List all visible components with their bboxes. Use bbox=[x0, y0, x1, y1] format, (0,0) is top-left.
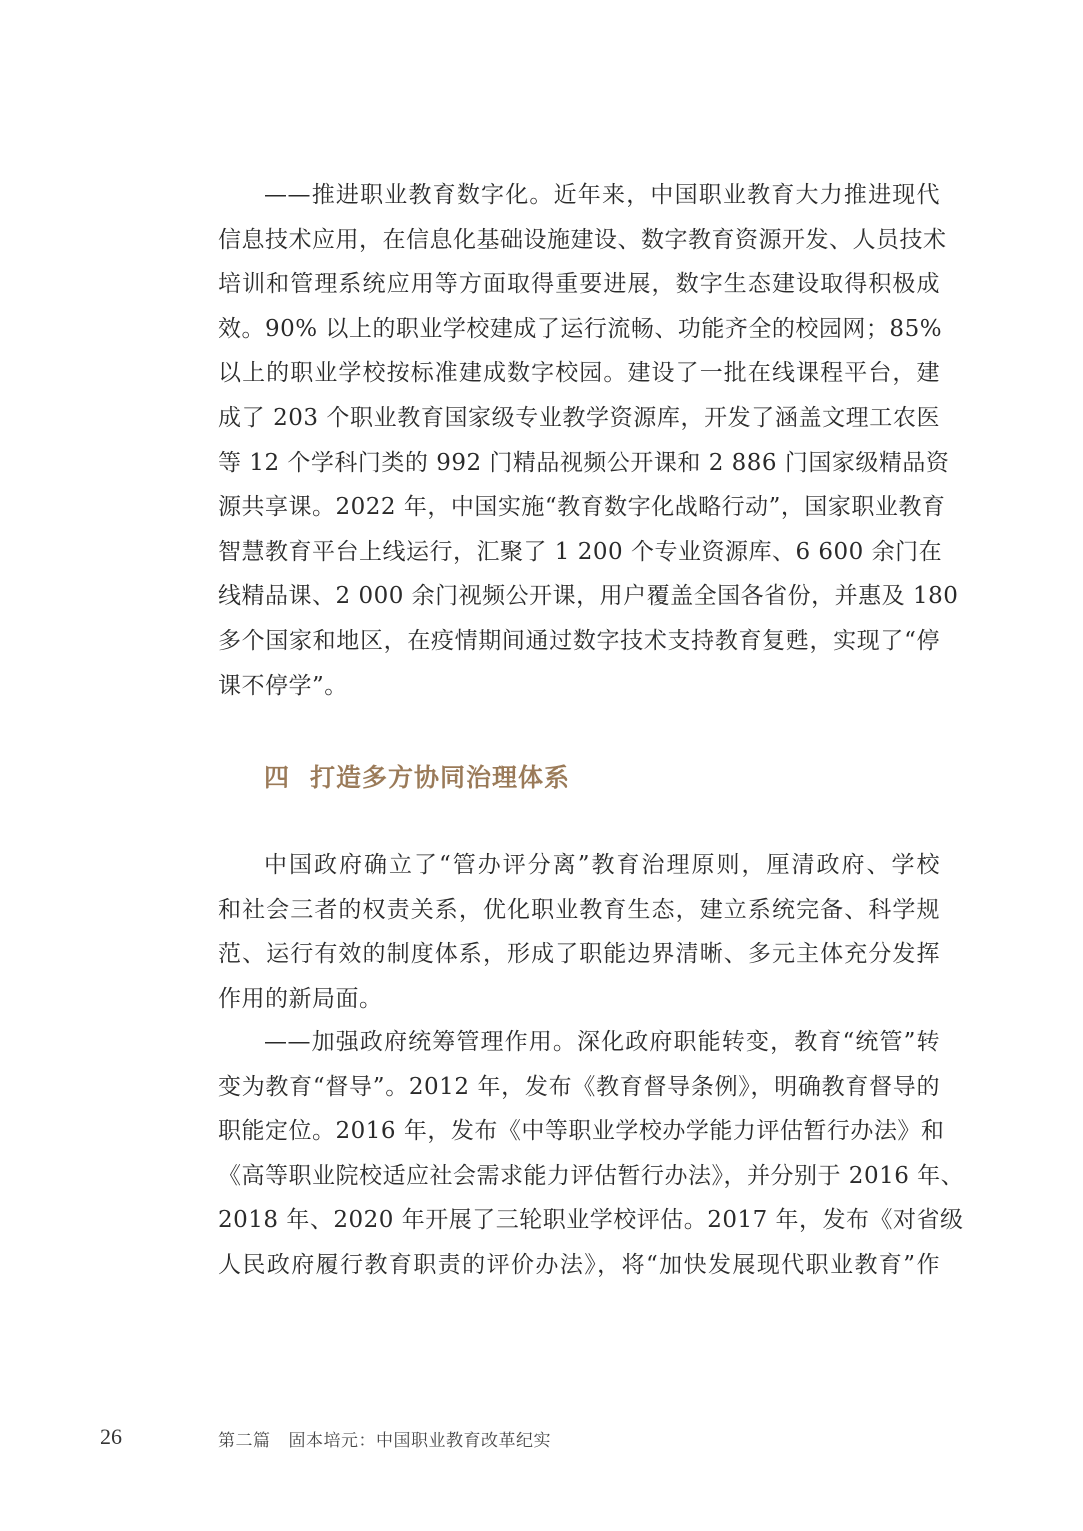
section-heading bbox=[264, 758, 570, 794]
text-line: 源共享课。2022 年，中国实施“教育数字化战略行动”，国家职业教育 bbox=[218, 494, 946, 521]
text-line: ——推进职业教育数字化。近年来，中国职业教育大力推进现代 bbox=[264, 182, 940, 208]
page-number: 26 bbox=[100, 1424, 122, 1449]
text-line: 效。90% 以上的职业学校建成了运行流畅、功能齐全的校园网；85% bbox=[218, 315, 943, 342]
page-footer bbox=[100, 1424, 800, 1454]
text-line: 以上的职业学校按标准建成数字校园。建设了一批在线课程平台，建 bbox=[218, 360, 940, 387]
section-number: 四 bbox=[264, 763, 291, 792]
text-line: 人民政府履行教育职责的评价办法》，将“加快发展现代职业教育”作 bbox=[218, 1251, 940, 1278]
paragraph-governance-intro bbox=[218, 843, 940, 1021]
text-line: 作用的新局面。 bbox=[218, 985, 383, 1012]
text-line: 智慧教育平台上线运行，汇聚了 1 200 个专业资源库、6 600 余门在 bbox=[218, 538, 943, 565]
text-line: 变为教育“督导”。2012 年，发布《教育督导条例》，明确教育督导的 bbox=[218, 1073, 940, 1100]
book-title: 固本培元：中国职业教育改革纪实 bbox=[288, 1431, 551, 1451]
text-line: 培训和管理系统应用等方面取得重要进展，数字生态建设取得积极成 bbox=[218, 271, 940, 298]
paragraph-digitalization bbox=[218, 173, 959, 708]
text-line: 成了 203 个职业教育国家级专业教学资源库，开发了涵盖文理工农医 bbox=[218, 404, 940, 431]
paragraph-government-role bbox=[218, 1020, 965, 1288]
text-line: 范、运行有效的制度体系，形成了职能边界清晰、多元主体充分发挥 bbox=[218, 941, 940, 968]
section-title: 打造多方协同治理体系 bbox=[310, 763, 571, 792]
text-line: 课不停学”。 bbox=[218, 672, 348, 699]
text-line: 中国政府确立了“管办评分离”教育治理原则，厘清政府、学校 bbox=[264, 852, 940, 878]
text-line: 信息技术应用，在信息化基础设施建设、数字教育资源开发、人员技术 bbox=[218, 226, 947, 253]
text-line: 线精品课、2 000 余门视频公开课，用户覆盖全国各省份，并惠及 180 bbox=[218, 583, 959, 610]
text-line: 职能定位。2016 年，发布《中等职业学校办学能力评估暂行办法》和 bbox=[218, 1118, 945, 1145]
text-line: 等 12 个学科门类的 992 门精品视频公开课和 2 886 门国家级精品资 bbox=[218, 449, 950, 476]
text-line: 多个国家和地区，在疫情期间通过数字技术支持教育复甦，实现了“停 bbox=[218, 627, 940, 654]
text-line: 和社会三者的权责关系，优化职业教育生态，建立系统完备、科学规 bbox=[218, 896, 940, 923]
text-line: 《高等职业院校适应社会需求能力评估暂行办法》，并分别于 2016 年、 bbox=[218, 1162, 965, 1189]
text-line: 2018 年、2020 年开展了三轮职业学校评估。2017 年，发布《对省级 bbox=[218, 1207, 964, 1234]
running-head bbox=[218, 1426, 551, 1451]
part-label: 第二篇 bbox=[218, 1431, 271, 1451]
text-line: ——加强政府统筹管理作用。深化政府职能转变，教育“统管”转 bbox=[264, 1029, 940, 1055]
